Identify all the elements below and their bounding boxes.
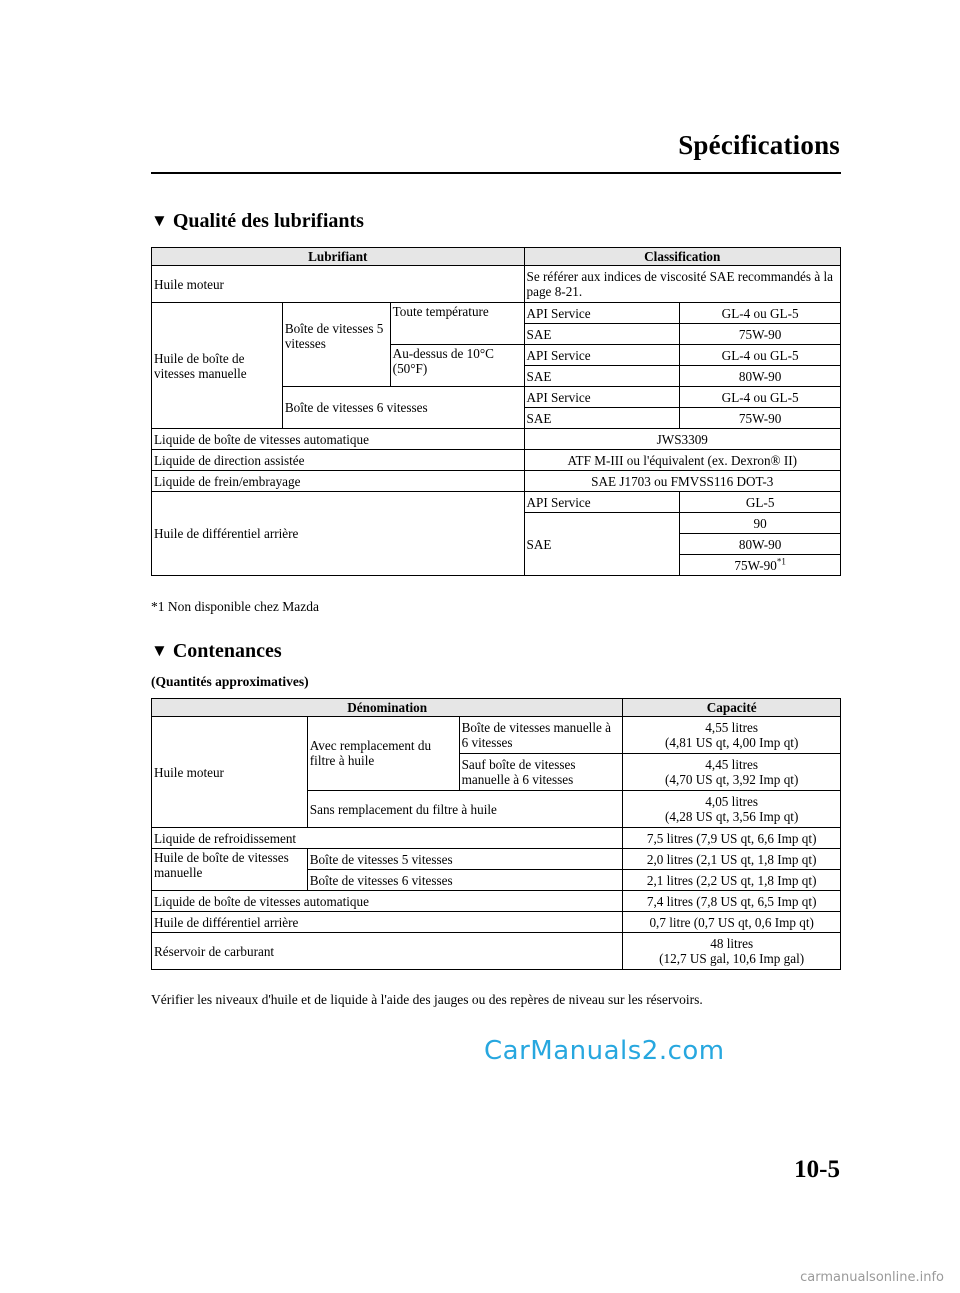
cell-engine-oil: Huile moteur bbox=[152, 266, 525, 303]
cell-cap-coolant: 7,5 litres (7,9 US qt, 6,6 Imp qt) bbox=[623, 828, 841, 849]
table-row bbox=[152, 828, 841, 849]
table-row bbox=[152, 912, 841, 933]
cell-gl4-gl5: GL-4 ou GL-5 bbox=[680, 345, 841, 366]
cell-atf-label: Liquide de boîte de vitesses automatique bbox=[152, 429, 525, 450]
table-row bbox=[152, 266, 841, 303]
cell-cap-except6 bbox=[623, 754, 841, 791]
cell-api-service: API Service bbox=[524, 303, 680, 324]
cell-with-filter: Avec remplacement du filtre à huile bbox=[307, 717, 459, 791]
cell-ps-value: ATF M-III ou l'équivalent (ex. Dexron® II) bbox=[524, 450, 840, 471]
footnote: *1 Non disponible chez Mazda bbox=[151, 599, 319, 614]
cell-gl4-gl5: GL-4 ou GL-5 bbox=[680, 387, 841, 408]
cell-all-temps: Toute température bbox=[390, 303, 524, 345]
cell-sae: SAE bbox=[524, 408, 680, 429]
cell-fuel: Réservoir de carburant bbox=[152, 933, 623, 970]
cell-gearbox5: Boîte de vitesses 5 vitesses bbox=[307, 849, 623, 870]
cell-75w90-footnoted bbox=[680, 555, 841, 576]
cap-litres: 48 litres bbox=[710, 936, 754, 951]
cell-except6: Sauf boîte de vitesses manuelle à 6 vitesses bbox=[459, 754, 623, 791]
cell-cap-fuel bbox=[623, 933, 841, 970]
table-header-row bbox=[152, 699, 841, 717]
header-divider bbox=[151, 172, 841, 174]
cap-litres: 4,05 litres bbox=[705, 794, 759, 809]
triangle-down-icon: ▼ bbox=[151, 641, 168, 660]
lubricants-table bbox=[151, 247, 841, 576]
col-header-classification: Classification bbox=[524, 248, 840, 266]
cell-engine-oil: Huile moteur bbox=[152, 717, 308, 828]
cell-api-service: API Service bbox=[524, 492, 680, 513]
table-row bbox=[152, 933, 841, 970]
cell-gearbox6: Boîte de vitesses 6 vitesses bbox=[282, 387, 524, 429]
table-row bbox=[152, 471, 841, 492]
cell-75w90: 75W-90 bbox=[680, 408, 841, 429]
col-header-lubricant: Lubrifiant bbox=[152, 248, 525, 266]
cell-diff-label: Huile de différentiel arrière bbox=[152, 492, 525, 576]
cell-gearbox5: Boîte de vitesses 5 vitesses bbox=[282, 303, 390, 387]
col-header-capacity: Capacité bbox=[623, 699, 841, 717]
section-capacities-label: Contenances bbox=[172, 640, 282, 662]
page-number: 10-5 bbox=[794, 1156, 840, 1183]
table-row bbox=[152, 717, 841, 754]
note-text: Vérifier les niveaux d'huile et de liquide à l'aide des jauges ou des repères de niveau sur les réservoirs. bbox=[151, 992, 703, 1007]
cell-brake-value: SAE J1703 ou FMVSS116 DOT-3 bbox=[524, 471, 840, 492]
cell-without-filter: Sans remplacement du filtre à huile bbox=[307, 791, 623, 828]
footer-watermark: carmanualsonline.info bbox=[800, 1270, 944, 1285]
cell-diff: Huile de différentiel arrière bbox=[152, 912, 623, 933]
table-row bbox=[152, 303, 841, 324]
cell-manual-oil: Huile de boîte de vitesses manuelle bbox=[152, 849, 308, 891]
section-lubricants-label: Qualité des lubrifiants bbox=[172, 210, 364, 232]
col-header-name: Dénomination bbox=[152, 699, 623, 717]
cell-sae: SAE bbox=[524, 513, 680, 576]
cell-brake-label: Liquide de frein/embrayage bbox=[152, 471, 525, 492]
cell-90: 90 bbox=[680, 513, 841, 534]
triangle-down-icon: ▼ bbox=[151, 211, 168, 230]
cell-80w90: 80W-90 bbox=[680, 366, 841, 387]
cap-litres: 4,55 litres bbox=[705, 720, 759, 735]
table-row bbox=[152, 849, 841, 870]
cell-api-service: API Service bbox=[524, 387, 680, 408]
footnote-marker: *1 bbox=[776, 556, 786, 567]
cell-sae: SAE bbox=[524, 366, 680, 387]
cell-ps-label: Liquide de direction assistée bbox=[152, 450, 525, 471]
cell-75w90-text: 75W-90 bbox=[734, 557, 777, 573]
cell-gl5: GL-5 bbox=[680, 492, 841, 513]
cap-us-imp: (12,7 US gal, 10,6 Imp gal) bbox=[659, 951, 805, 966]
capacities-subtitle: (Quantités approximatives) bbox=[151, 674, 309, 689]
section-lubricants-title bbox=[151, 210, 364, 233]
cell-80w90: 80W-90 bbox=[680, 534, 841, 555]
cell-gearbox6: Boîte de vitesses 6 vitesses bbox=[307, 870, 623, 891]
cell-cap-gb5: 2,0 litres (2,1 US qt, 1,8 Imp qt) bbox=[623, 849, 841, 870]
cell-cap-nofilter bbox=[623, 791, 841, 828]
cell-engine-oil-class: Se référer aux indices de viscosité SAE recommandés à la page 8-21. bbox=[524, 266, 840, 303]
table-header-row bbox=[152, 248, 841, 266]
cell-cap-atf: 7,4 litres (7,8 US qt, 6,5 Imp qt) bbox=[623, 891, 841, 912]
cell-api-service: API Service bbox=[524, 345, 680, 366]
cell-gl4-gl5: GL-4 ou GL-5 bbox=[680, 303, 841, 324]
cell-75w90: 75W-90 bbox=[680, 324, 841, 345]
table-row bbox=[152, 492, 841, 513]
table-row bbox=[152, 891, 841, 912]
cell-cap-gb6: 2,1 litres (2,2 US qt, 1,8 Imp qt) bbox=[623, 870, 841, 891]
cell-sae: SAE bbox=[524, 324, 680, 345]
cap-us-imp: (4,81 US qt, 4,00 Imp qt) bbox=[665, 735, 799, 750]
page-header-title: Spécifications bbox=[678, 130, 840, 160]
cap-us-imp: (4,70 US qt, 3,92 Imp qt) bbox=[665, 772, 799, 787]
cell-above10: Au-dessus de 10°C (50°F) bbox=[390, 345, 524, 387]
cap-us-imp: (4,28 US qt, 3,56 Imp qt) bbox=[665, 809, 799, 824]
table-row bbox=[152, 429, 841, 450]
section-capacities-title bbox=[151, 640, 282, 663]
capacities-table bbox=[151, 698, 841, 970]
cell-cap-manual6 bbox=[623, 717, 841, 754]
cap-litres: 4,45 litres bbox=[705, 757, 759, 772]
cell-atf: Liquide de boîte de vitesses automatique bbox=[152, 891, 623, 912]
cell-cap-diff: 0,7 litre (0,7 US qt, 0,6 Imp qt) bbox=[623, 912, 841, 933]
cell-atf-value: JWS3309 bbox=[524, 429, 840, 450]
watermark-logo: CarManuals2.com bbox=[484, 1036, 725, 1066]
cell-manual-oil: Huile de boîte de vitesses manuelle bbox=[152, 303, 283, 429]
table-row bbox=[152, 450, 841, 471]
cell-coolant: Liquide de refroidissement bbox=[152, 828, 623, 849]
cell-manual6: Boîte de vitesses manuelle à 6 vitesses bbox=[459, 717, 623, 754]
